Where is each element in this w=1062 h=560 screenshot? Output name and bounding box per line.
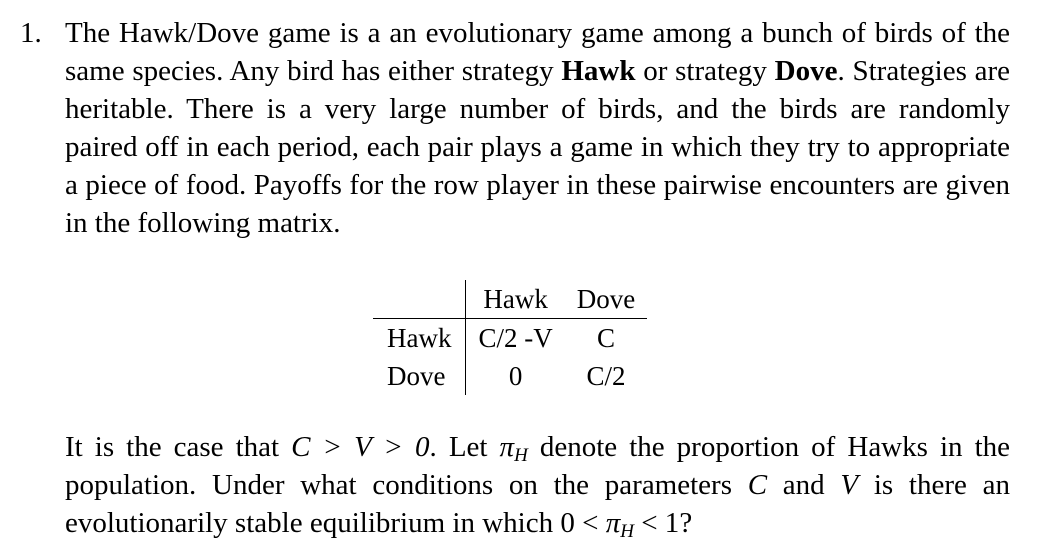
paragraph-text: denote the proportion of Hawks in the population. Under what conditions on the parameters xyxy=(65,431,1011,501)
table-row xyxy=(373,319,647,358)
table-cell: C/2 -V xyxy=(466,319,565,358)
problem-statement xyxy=(20,14,1010,242)
paragraph-text: It is the case that xyxy=(65,431,292,463)
paragraph-text: ? xyxy=(679,507,693,539)
table-corner xyxy=(373,280,466,319)
column-header: Hawk xyxy=(466,280,565,319)
strategy-dove: Dove xyxy=(774,55,838,87)
math-inequality: C > V > 0 xyxy=(291,431,430,463)
paragraph-text: and xyxy=(767,469,841,501)
column-header: Dove xyxy=(565,280,647,319)
problem-number: 1. xyxy=(20,17,42,49)
math-subscript: H xyxy=(620,521,634,542)
paragraph-text: . Strategies are heritable. There is a very large number of birds, and the birds are randomly paired off in each period, each pair plays a game in which they try to appropriate a piece of food. Payoffs for the row player in these pairwise encounters are given in the following matrix. xyxy=(65,55,1010,239)
paragraph-text: is there an evolutionarily stable equilibrium in which xyxy=(65,469,1010,539)
strategy-hawk: Hawk xyxy=(561,55,636,87)
table-cell: 0 xyxy=(466,357,565,395)
problem-paragraph xyxy=(65,14,1010,242)
math-range-right: < 1 xyxy=(633,507,680,539)
math-pi: π xyxy=(499,431,515,463)
payoff-matrix xyxy=(373,280,647,395)
paragraph-text: The Hawk/Dove game is a an evolutionary game among a bunch of birds of the same species. Any bird has either strategy xyxy=(65,17,1010,87)
math-c: C xyxy=(747,469,768,501)
row-header: Dove xyxy=(387,361,446,391)
table-header-row xyxy=(373,280,647,319)
table-cell: C/2 xyxy=(586,361,626,391)
table-cell: C xyxy=(596,323,615,353)
math-pi: π xyxy=(605,507,621,539)
math-v: V xyxy=(840,469,859,501)
question-paragraph xyxy=(65,428,1010,542)
row-header: Hawk xyxy=(387,323,452,353)
table-row xyxy=(373,357,647,395)
math-subscript: H xyxy=(514,445,528,466)
math-range-left: 0 < xyxy=(560,507,606,539)
paragraph-text: or strategy xyxy=(635,55,775,87)
paragraph-text: . Let xyxy=(429,431,500,463)
